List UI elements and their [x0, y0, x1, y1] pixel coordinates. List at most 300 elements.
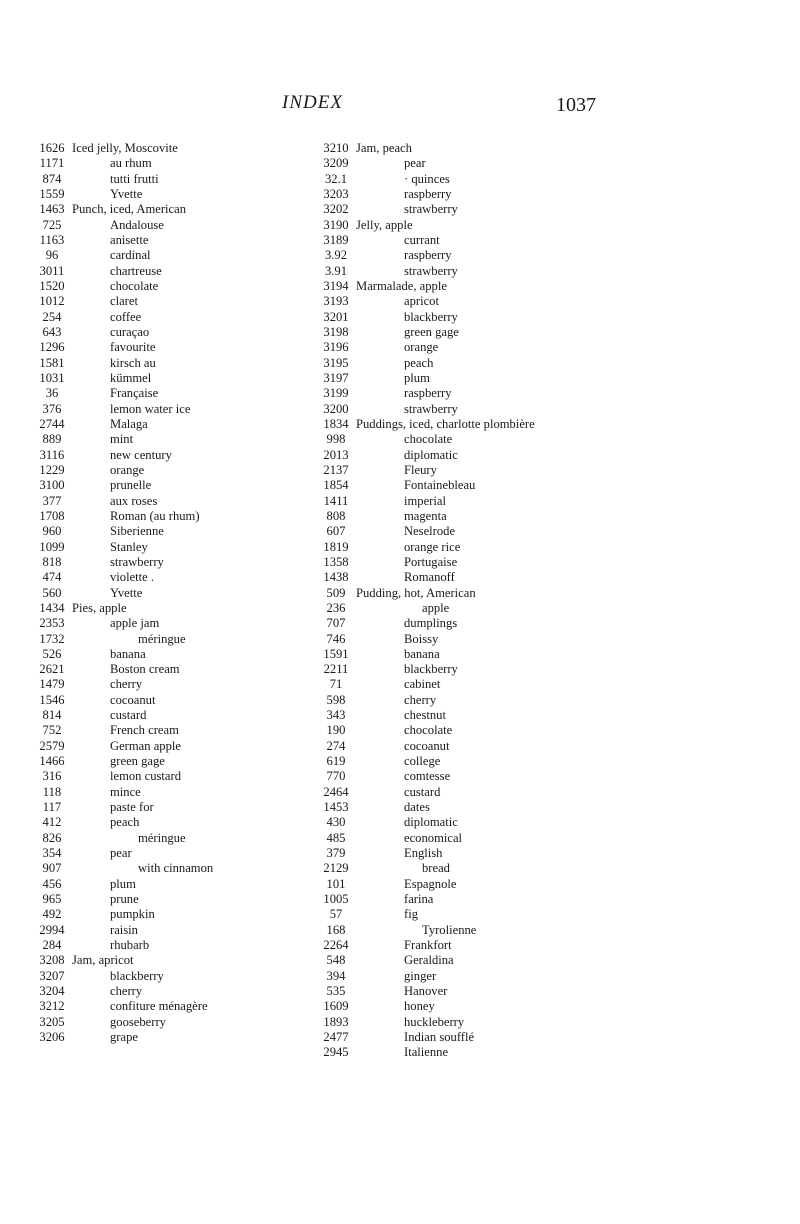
index-entry	[320, 141, 760, 156]
entry-number: 1591	[323, 646, 349, 661]
entry-number: 2464	[323, 784, 349, 799]
entry-text: Roman (au rhum)	[110, 508, 200, 523]
page-number: 1037	[556, 94, 596, 116]
entry-text: dumplings	[404, 616, 458, 631]
entry-number: 3199	[323, 386, 349, 401]
entry-text: aux roses	[110, 493, 158, 508]
entry-number: 707	[326, 616, 346, 631]
entry-text: cardinal	[110, 248, 151, 263]
entry-number: 236	[326, 600, 346, 615]
entry-text: au rhum	[110, 156, 152, 171]
entry-number: 960	[42, 524, 62, 539]
entry-number: 3200	[323, 401, 349, 416]
entry-number: 3189	[323, 232, 349, 247]
index-entry	[320, 938, 760, 953]
entry-number: 456	[42, 876, 62, 891]
entry-number: 474	[42, 570, 62, 585]
entry-number: 1434	[39, 600, 65, 615]
entry-number: 379	[326, 846, 346, 861]
index-entry	[320, 524, 760, 539]
index-entry	[320, 616, 760, 631]
entry-text: German apple	[110, 738, 181, 753]
index-entry	[320, 310, 760, 325]
entry-number: 190	[326, 723, 346, 738]
index-entry	[320, 800, 760, 815]
entry-text: Jelly, apple	[356, 217, 413, 232]
entry-text: custard	[110, 708, 147, 723]
entry-text: farina	[404, 892, 434, 907]
entry-number: 168	[326, 922, 346, 937]
entry-number: 1834	[323, 416, 349, 431]
entry-text: Pies, apple	[72, 600, 127, 615]
entry-text: Iced jelly, Moscovite	[72, 141, 178, 155]
entry-text: comtesse	[404, 769, 451, 784]
entry-number: 1463	[39, 202, 65, 217]
entry-number: 3205	[39, 1014, 65, 1029]
entry-text: Frankfort	[404, 938, 452, 953]
entry-number: 354	[42, 846, 62, 861]
entry-number: 3194	[323, 278, 349, 293]
entry-number: 118	[42, 784, 62, 799]
entry-number: 3.91	[324, 263, 348, 278]
index-entry	[320, 386, 760, 401]
entry-text: Puddings, iced, charlotte plombière	[356, 416, 535, 431]
entry-text: Siberienne	[110, 524, 164, 539]
entry-text: Andalouse	[110, 217, 164, 232]
entry-number: 889	[42, 432, 62, 447]
entry-text: economical	[404, 830, 463, 845]
entry-text: Fleury	[404, 462, 437, 477]
entry-number: 752	[42, 723, 62, 738]
entry-text: paste for	[110, 800, 154, 815]
entry-number: 284	[42, 938, 62, 953]
entry-number: 71	[329, 677, 343, 692]
entry-text: fig	[404, 907, 418, 922]
entry-text: Malaga	[110, 416, 148, 431]
index-entry	[320, 417, 760, 432]
entry-text: apricot	[404, 294, 439, 309]
entry-text: peach	[404, 355, 434, 370]
entry-text: raspberry	[404, 386, 452, 401]
entry-text: tutti frutti	[110, 171, 159, 186]
entry-text: Indian soufflé	[404, 1030, 475, 1045]
entry-text: apple jam	[110, 616, 160, 631]
entry-number: 826	[42, 830, 62, 845]
entry-number: 3.92	[324, 248, 348, 263]
entry-number: 607	[326, 524, 346, 539]
entry-number: 485	[326, 830, 346, 845]
index-entry	[320, 601, 760, 616]
entry-text: diplomatic	[404, 447, 458, 462]
entry-number: 818	[42, 554, 62, 569]
entry-number: 814	[42, 708, 62, 723]
entry-number: 394	[326, 968, 346, 983]
entry-number: 643	[42, 324, 62, 339]
index-entry	[320, 739, 760, 754]
entry-text: Romanoff	[404, 570, 455, 585]
entry-number: 1581	[39, 355, 65, 370]
index-entry	[320, 555, 760, 570]
entry-text: anisette	[110, 232, 149, 247]
entry-number: 1012	[39, 294, 65, 309]
index-entry	[320, 432, 760, 447]
index-entry	[320, 233, 760, 248]
entry-number: 3203	[323, 186, 349, 201]
entry-text: Marmalade, apple	[356, 278, 447, 293]
entry-number: 32.1	[324, 171, 348, 186]
entry-number: 2744	[39, 416, 65, 431]
entry-text: plum	[404, 370, 430, 385]
entry-number: 36	[45, 386, 59, 401]
entry-text: pumpkin	[110, 907, 155, 922]
index-entry	[320, 248, 760, 263]
entry-number: 1819	[323, 539, 349, 554]
entry-text: strawberry	[404, 202, 458, 217]
index-entry	[320, 999, 760, 1014]
index-entry	[320, 815, 760, 830]
entry-text: Yvette	[110, 585, 143, 600]
entry-number: 2994	[39, 922, 65, 937]
index-column-right	[320, 141, 760, 1061]
entry-number: 376	[42, 401, 62, 416]
index-entry	[320, 494, 760, 509]
index-entry	[320, 463, 760, 478]
entry-text: Jam, apricot	[72, 953, 134, 968]
entry-number: 492	[42, 907, 62, 922]
entry-number: 1466	[39, 754, 65, 769]
entry-text: raspberry	[404, 186, 452, 201]
entry-text: peach	[110, 815, 140, 830]
entry-text: prune	[110, 892, 139, 907]
entry-number: 430	[326, 815, 346, 830]
entry-number: 535	[326, 984, 346, 999]
entry-text: green gage	[404, 324, 459, 339]
entry-number: 1005	[323, 892, 349, 907]
index-entry	[320, 340, 760, 355]
entry-number: 57	[329, 907, 343, 922]
entry-text: Jam, peach	[356, 141, 412, 155]
entry-text: grape	[110, 1030, 138, 1045]
entry-text: favourite	[110, 340, 156, 355]
entry-number: 1854	[323, 478, 349, 493]
entry-number: 1099	[39, 539, 65, 554]
entry-number: 3208	[39, 953, 65, 968]
entry-text: kümmel	[110, 370, 152, 385]
entry-number: 117	[42, 800, 62, 815]
entry-number: 343	[326, 708, 346, 723]
entry-text: bread	[422, 861, 450, 876]
entry-number: 548	[326, 953, 346, 968]
entry-text: mince	[110, 784, 141, 799]
index-entry	[320, 570, 760, 585]
entry-number: 526	[42, 646, 62, 661]
index-entry	[320, 861, 760, 876]
index-entry	[320, 907, 760, 922]
index-entry	[320, 785, 760, 800]
entry-text: with cinnamon	[138, 861, 214, 876]
entry-number: 560	[42, 585, 62, 600]
entry-text: Neselrode	[404, 524, 456, 539]
entry-number: 2013	[323, 447, 349, 462]
entry-text: lemon water ice	[110, 401, 191, 416]
entry-text: coffee	[110, 309, 142, 324]
entry-number: 2353	[39, 616, 65, 631]
entry-number: 2477	[323, 1030, 349, 1045]
entry-text: violette .	[110, 570, 155, 585]
entry-number: 96	[45, 248, 59, 263]
entry-text: cherry	[110, 984, 143, 999]
index-entry	[320, 356, 760, 371]
index-entry	[320, 187, 760, 202]
entry-text: French cream	[110, 723, 179, 738]
entry-number: 412	[42, 815, 62, 830]
index-entry	[320, 294, 760, 309]
entry-number: 3206	[39, 1030, 65, 1045]
page-header	[0, 92, 800, 122]
entry-number: 3210	[323, 141, 349, 155]
index-entry	[320, 953, 760, 968]
index-entry	[320, 846, 760, 861]
entry-text: English	[404, 846, 443, 861]
entry-text: blackberry	[404, 309, 458, 324]
entry-text: diplomatic	[404, 815, 458, 830]
index-entry	[320, 586, 760, 601]
entry-number: 598	[326, 692, 346, 707]
index-entry	[320, 723, 760, 738]
entry-number: 998	[326, 432, 346, 447]
entry-text: · quinces	[404, 171, 450, 186]
index-entry	[320, 984, 760, 999]
entry-number: 2129	[323, 861, 349, 876]
entry-number: 1453	[323, 800, 349, 815]
entry-number: 3204	[39, 984, 65, 999]
entry-text: Espagnole	[404, 876, 457, 891]
entry-number: 1546	[39, 692, 65, 707]
index-entry	[320, 769, 760, 784]
index-entry	[320, 371, 760, 386]
entry-number: 1438	[323, 570, 349, 585]
entry-number: 509	[326, 585, 346, 600]
entry-text: magenta	[404, 508, 447, 523]
index-entry	[320, 264, 760, 279]
entry-number: 1411	[323, 493, 349, 508]
entry-text: banana	[110, 646, 146, 661]
entry-text: mint	[110, 432, 134, 447]
entry-text: Punch, iced, American	[72, 202, 187, 217]
entry-number: 3202	[323, 202, 349, 217]
entry-number: 1171	[39, 156, 65, 171]
entry-text: orange rice	[404, 539, 461, 554]
entry-text: rhubarb	[110, 938, 150, 953]
entry-number: 3011	[39, 263, 65, 278]
entry-number: 316	[42, 769, 62, 784]
entry-text: new century	[110, 447, 172, 462]
index-entry	[320, 693, 760, 708]
entry-text: confiture ménagère	[110, 999, 208, 1014]
entry-text: Boston cream	[110, 662, 180, 677]
entry-number: 1296	[39, 340, 65, 355]
entry-number: 3212	[39, 999, 65, 1014]
index-entry	[320, 647, 760, 662]
entry-number: 1031	[39, 370, 65, 385]
entry-text: Stanley	[110, 539, 148, 554]
entry-text: blackberry	[404, 662, 458, 677]
entry-text: strawberry	[404, 401, 458, 416]
index-entry	[320, 923, 760, 938]
entry-text: raisin	[110, 922, 138, 937]
entry-number: 3207	[39, 968, 65, 983]
index-entry	[320, 877, 760, 892]
entry-text: pear	[110, 846, 132, 861]
entry-number: 1358	[323, 554, 349, 569]
entry-number: 3198	[323, 324, 349, 339]
entry-text: apple	[422, 600, 450, 615]
index-entry	[320, 402, 760, 417]
entry-number: 874	[42, 171, 62, 186]
entry-number: 1609	[323, 999, 349, 1014]
entry-text: strawberry	[404, 263, 458, 278]
entry-number: 3209	[323, 156, 349, 171]
index-entry	[320, 708, 760, 723]
entry-text: dates	[404, 800, 430, 815]
index-entry	[320, 1030, 760, 1045]
entry-number: 3193	[323, 294, 349, 309]
index-entry	[320, 1015, 760, 1030]
entry-text: Portugaise	[404, 554, 458, 569]
entry-number: 3196	[323, 340, 349, 355]
entry-text: huckleberry	[404, 1014, 465, 1029]
entry-number: 3190	[323, 217, 349, 232]
index-entry	[320, 540, 760, 555]
entry-text: college	[404, 754, 441, 769]
index-entry	[320, 969, 760, 984]
entry-number: 770	[326, 769, 346, 784]
entry-number: 101	[326, 876, 346, 891]
entry-text: cherry	[110, 677, 143, 692]
entry-text: Pudding, hot, American	[356, 585, 476, 600]
entry-number: 2211	[323, 662, 349, 677]
entry-number: 3197	[323, 370, 349, 385]
entry-text: Hanover	[404, 984, 448, 999]
entry-text: méringue	[138, 631, 186, 646]
entry-text: strawberry	[110, 554, 164, 569]
index-entry	[320, 325, 760, 340]
entry-text: custard	[404, 784, 441, 799]
index-entry	[320, 632, 760, 647]
entry-text: prunelle	[110, 478, 152, 493]
entry-text: Yvette	[110, 186, 143, 201]
entry-number: 2621	[39, 662, 65, 677]
entry-number: 3195	[323, 355, 349, 370]
index-entry	[320, 172, 760, 187]
index-entry	[320, 754, 760, 769]
index-entry	[320, 1045, 760, 1060]
index-entry	[320, 892, 760, 907]
entry-number: 3201	[323, 309, 349, 324]
entry-number: 1626	[39, 141, 65, 155]
entry-text: cocoanut	[110, 692, 156, 707]
entry-text: blackberry	[110, 968, 164, 983]
entry-number: 808	[326, 508, 346, 523]
entry-text: chocolate	[404, 723, 453, 738]
entry-text: plum	[110, 876, 136, 891]
entry-text: Boissy	[404, 631, 439, 646]
entry-text: currant	[404, 232, 440, 247]
entry-number: 1229	[39, 462, 65, 477]
entry-number: 2945	[323, 1045, 349, 1060]
entry-text: ginger	[404, 968, 437, 983]
index-entry	[320, 279, 760, 294]
index-entry	[320, 218, 760, 233]
entry-text: Fontainebleau	[404, 478, 476, 493]
entry-text: Geraldina	[404, 953, 454, 968]
entry-text: claret	[110, 294, 138, 309]
entry-number: 1559	[39, 186, 65, 201]
page-title: INDEX	[282, 92, 343, 113]
entry-number: 965	[42, 892, 62, 907]
entry-number: 725	[42, 217, 62, 232]
entry-text: pear	[404, 156, 426, 171]
entry-number: 377	[42, 493, 62, 508]
entry-text: gooseberry	[110, 1014, 166, 1029]
entry-number: 274	[326, 738, 346, 753]
entry-number: 1893	[323, 1014, 349, 1029]
entry-text: lemon custard	[110, 769, 181, 784]
entry-text: cocoanut	[404, 738, 450, 753]
entry-number: 2264	[323, 938, 349, 953]
entry-number: 907	[42, 861, 62, 876]
entry-text: banana	[404, 646, 440, 661]
index-entry	[320, 448, 760, 463]
entry-text: Française	[110, 386, 159, 401]
entry-text: Italienne	[404, 1045, 449, 1060]
entry-text: cherry	[404, 692, 437, 707]
entry-number: 3100	[39, 478, 65, 493]
entry-number: 1708	[39, 508, 65, 523]
index-entry	[320, 831, 760, 846]
index-entry	[320, 156, 760, 171]
entry-number: 619	[326, 754, 346, 769]
entry-number: 746	[326, 631, 346, 646]
entry-text: chartreuse	[110, 263, 162, 278]
entry-text: curaçao	[110, 324, 150, 339]
index-entry	[320, 662, 760, 677]
entry-number: 254	[42, 309, 62, 324]
entry-number: 1479	[39, 677, 65, 692]
entry-number: 1520	[39, 278, 65, 293]
index-entry	[320, 202, 760, 217]
entry-number: 1163	[39, 232, 65, 247]
entry-text: méringue	[138, 830, 186, 845]
index-entry	[320, 677, 760, 692]
entry-text: kirsch au	[110, 355, 156, 370]
entry-text: chocolate	[110, 278, 159, 293]
index-entry	[320, 478, 760, 493]
entry-text: raspberry	[404, 248, 452, 263]
entry-text: imperial	[404, 493, 446, 508]
entry-text: chocolate	[404, 432, 453, 447]
entry-number: 2137	[323, 462, 349, 477]
entry-text: cabinet	[404, 677, 441, 692]
entry-text: Tyrolienne	[422, 922, 477, 937]
entry-text: orange	[404, 340, 439, 355]
entry-text: green gage	[110, 754, 165, 769]
entry-number: 2579	[39, 738, 65, 753]
entry-text: honey	[404, 999, 435, 1014]
entry-number: 1732	[39, 631, 65, 646]
entry-number: 3116	[39, 447, 65, 462]
index-entry	[320, 509, 760, 524]
